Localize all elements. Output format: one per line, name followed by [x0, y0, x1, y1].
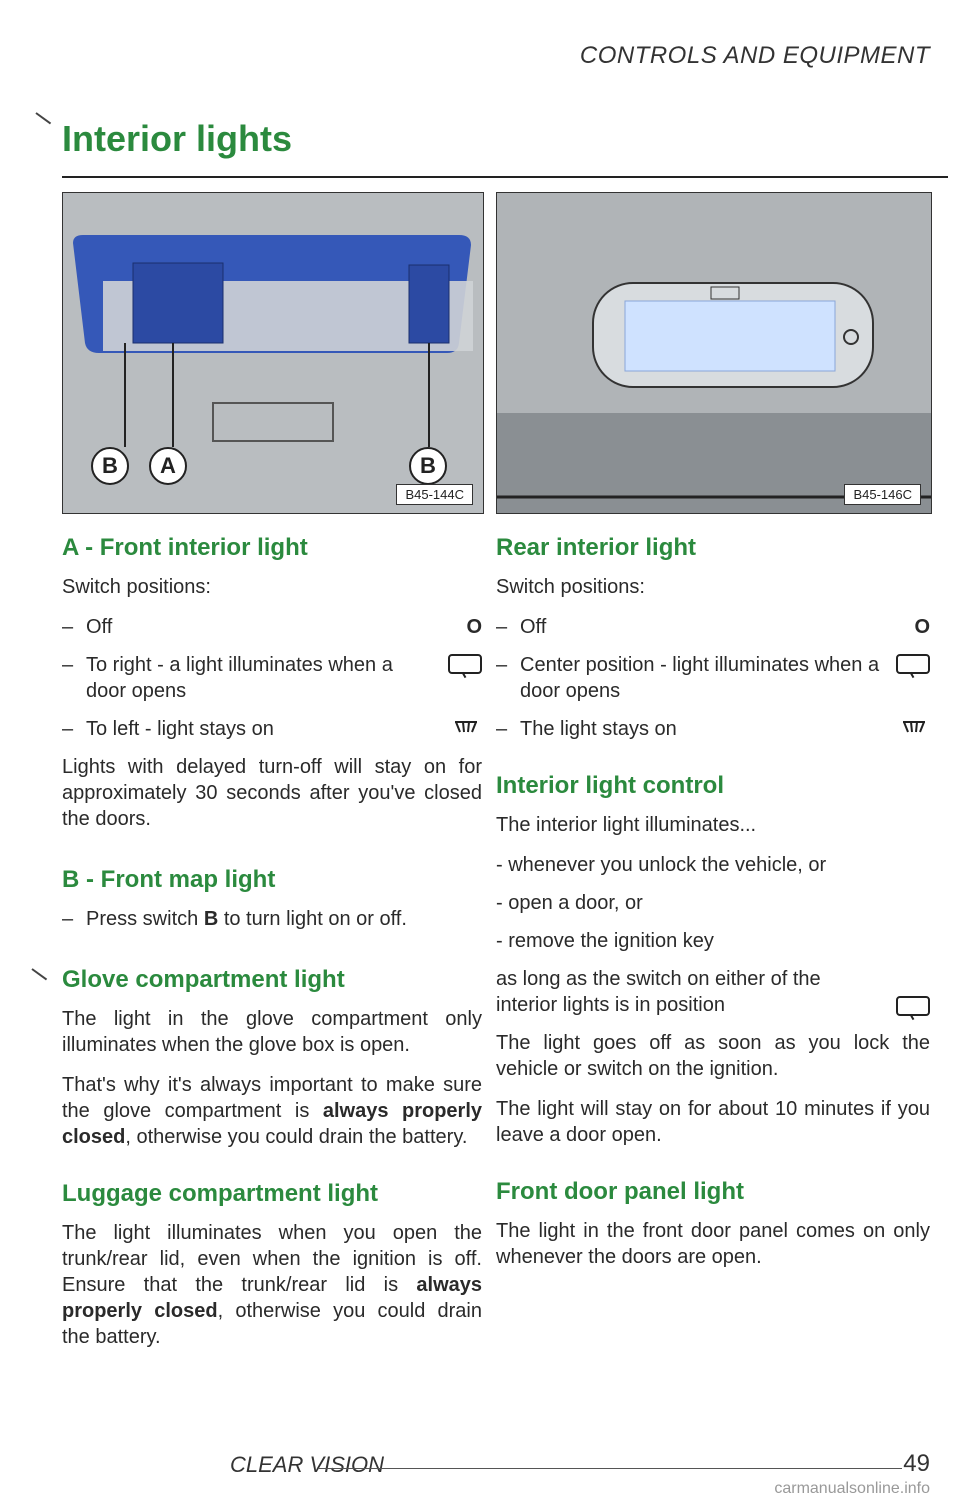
- door-panel-heading: Front door panel light: [496, 1178, 744, 1205]
- rear-interior-section: [496, 534, 930, 742]
- luggage-paragraph: The light illuminates when you open the trunk/rear lid, even when the ignition is off. Ensure that the trunk/rear lid is always properly closed, otherwise you could drain the battery.: [62, 1222, 483, 1348]
- door-lamp-icon: [896, 996, 930, 1016]
- door-lamp-icon: [448, 654, 482, 674]
- rear-light-figure: [496, 192, 932, 514]
- front-map-section: [62, 866, 482, 932]
- front-map-heading: B - Front map light: [62, 866, 276, 893]
- control-paragraph-1: as long as the switch on either of the interior lights is in position: [496, 966, 930, 1018]
- luggage-section: [62, 1180, 482, 1350]
- switch-position-off: – Off O: [62, 614, 482, 640]
- margin-tick: [31, 968, 47, 980]
- luggage-heading: Luggage compartment light: [62, 1180, 379, 1207]
- door-panel-section: [496, 1178, 930, 1270]
- front-light-figure: [62, 192, 484, 514]
- footer-rule: [318, 1468, 902, 1469]
- rear-interior-intro: Switch positions:: [496, 576, 645, 598]
- section-header: CONTROLS AND EQUIPMENT: [579, 42, 930, 69]
- page-title: Interior lights: [62, 118, 293, 159]
- control-section: [496, 772, 930, 1148]
- control-intro: The interior light illuminates...: [496, 814, 757, 836]
- delayed-turnoff-note: Lights with delayed turn-off will stay on for approximately 30 seconds after you've closed the doors.: [62, 756, 482, 830]
- front-interior-section: [62, 534, 482, 832]
- control-paragraph-2: The light goes off as soon as you lock the vehicle or switch on the ignition.: [496, 1032, 930, 1080]
- rear-position-on: – The light stays on: [496, 716, 930, 742]
- figure-code-right: B45-146C: [844, 484, 921, 505]
- right-column: [496, 534, 930, 1284]
- off-symbol: O: [914, 616, 930, 638]
- rear-interior-heading: Rear interior light: [496, 534, 697, 561]
- glove-section: [62, 966, 482, 1150]
- left-column: [62, 534, 482, 1364]
- front-interior-heading: A - Front interior light: [62, 534, 308, 561]
- margin-tick: [35, 112, 51, 124]
- control-condition: - open a door, or: [496, 892, 643, 914]
- switch-position-right: – To right - a light illuminates when a door opens: [62, 652, 482, 704]
- control-paragraph-3: The light will stay on for about 10 minutes if you leave a door open.: [496, 1098, 930, 1146]
- front-interior-intro: Switch positions:: [62, 576, 211, 598]
- figure-code-left: B45-144C: [396, 484, 473, 505]
- rear-position-center: – Center position - light illuminates when a door opens: [496, 652, 930, 704]
- control-condition: - remove the ignition key: [496, 930, 714, 952]
- title-rule: [62, 176, 948, 178]
- map-light-instruction: – Press switch B to turn light on or off.: [62, 906, 482, 932]
- glove-paragraph-1: The light in the glove compartment only illuminates when the glove box is open.: [62, 1008, 482, 1056]
- glove-paragraph-2: That's why it's always important to make sure the glove compartment is always properly closed, otherwise you could drain the battery.: [62, 1074, 483, 1148]
- control-heading: Interior light control: [496, 772, 724, 799]
- off-symbol: O: [466, 616, 482, 638]
- callout-b-right: B: [409, 447, 447, 485]
- control-condition: - whenever you unlock the vehicle, or: [496, 854, 827, 876]
- rear-light-illustration: [497, 193, 931, 513]
- footer-brand: CLEAR VISION: [230, 1452, 385, 1477]
- callout-b-left: B: [91, 447, 129, 485]
- glove-heading: Glove compartment light: [62, 966, 345, 993]
- door-panel-paragraph: The light in the front door panel comes on only whenever the doors are open.: [496, 1220, 930, 1268]
- page-number: 49: [903, 1450, 930, 1477]
- callout-a: A: [149, 447, 187, 485]
- light-rays-icon: [902, 720, 926, 734]
- light-rays-icon: [454, 720, 478, 734]
- switch-position-left: – To left - light stays on: [62, 716, 482, 742]
- rear-position-off: – Off O: [496, 614, 930, 640]
- watermark: carmanualsonline.info: [774, 1480, 930, 1497]
- door-lamp-icon: [896, 654, 930, 674]
